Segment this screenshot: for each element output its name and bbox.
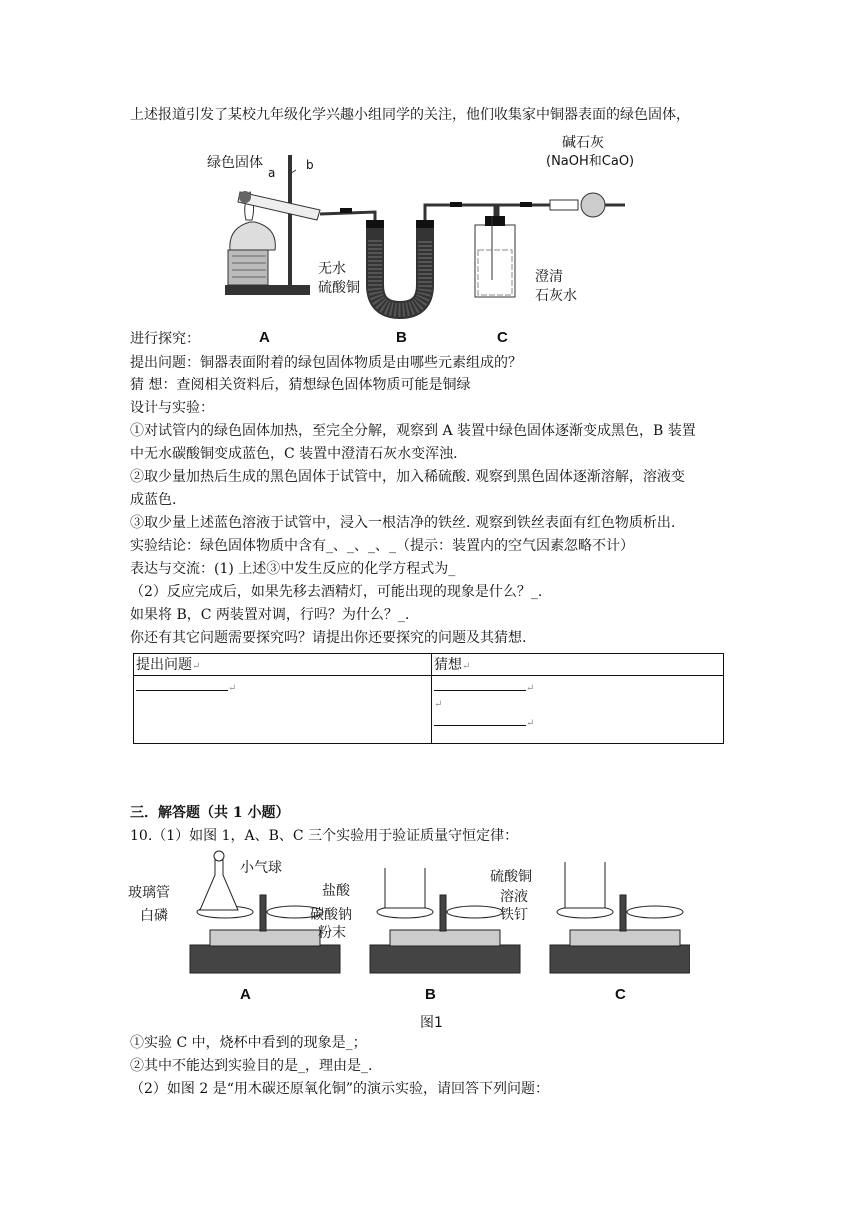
label-b: b: [306, 158, 314, 172]
label-cuso4-2: 溶液: [500, 889, 528, 905]
label-na2co3-2: 粉末: [318, 925, 346, 941]
table-cell-question-answer[interactable]: ↵: [134, 676, 432, 744]
text-line-13: 如果将 B，C 两装置对调，行吗？为什么？_.: [130, 607, 410, 623]
label-na2co3-1: 碳酸钠: [310, 907, 352, 923]
guess-blank-2[interactable]: [434, 711, 526, 726]
caption-c: C: [497, 329, 508, 346]
table-header-question: 提出问题↵: [134, 654, 432, 676]
label-anhydrous-1: 无水: [318, 261, 346, 277]
caption-b: B: [396, 329, 407, 346]
caption-10-c: C: [615, 986, 626, 1003]
text-line-11: 表达与交流：(1) 上述③中发生反应的化学方程式为_: [130, 561, 456, 577]
label-green-solid: 绿色固体: [207, 155, 263, 171]
label-glass-tube: 玻璃管: [128, 885, 170, 901]
table-header-guess: 猜想↵: [432, 654, 724, 676]
label-anhydrous-2: 硫酸铜: [318, 280, 360, 296]
label-soda-lime: 碱石灰: [562, 135, 604, 151]
text-line-12: （2）反应完成后，如果先移去酒精灯，可能出现的现象是什么？_.: [130, 584, 543, 600]
text-line-1: 进行探究：: [130, 331, 200, 347]
caption-10-b: B: [425, 986, 436, 1003]
text-line-8: 成蓝色.: [130, 492, 177, 508]
label-cuso4-1: 硫酸铜: [490, 869, 532, 885]
text-line-14: 你还有其它问题需要探究吗？请提出你还要探究的问题及其猜想.: [130, 630, 527, 646]
caption-10-a: A: [240, 986, 251, 1003]
caption-a: A: [259, 329, 270, 346]
question-10-2: （2）如图 2 是“用木碳还原氧化铜”的演示实验，请回答下列问题：: [130, 1081, 550, 1097]
label-hcl: 盐酸: [322, 883, 350, 899]
question-blank[interactable]: [136, 676, 228, 691]
guess-blank-1[interactable]: [434, 676, 526, 691]
text-line-3: 猜 想：查阅相关资料后，猜想绿色固体物质可能是铜绿: [130, 377, 471, 393]
text-line-4: 设计与实验：: [130, 400, 214, 416]
text-line-5: ①对试管内的绿色固体加热，至完全分解，观察到 A 装置中绿色固体逐渐变成黑色，B 装置: [130, 423, 696, 439]
label-nail: 铁钉: [500, 907, 528, 923]
balance-figure: [130, 850, 690, 980]
answer-table: [133, 653, 724, 744]
text-line-10: 实验结论：绿色固体物质中含有_、_、_、_（提示：装置内的空气因素忽略不计）: [130, 538, 634, 554]
text-line-2: 提出问题：铜器表面附着的绿包固体物质是由哪些元素组成的？: [130, 355, 522, 371]
question-fail: ②其中不能达到实验目的是_，理由是_.: [130, 1058, 373, 1074]
section-3-title: 三．解答题（共 1 小题）: [130, 805, 290, 821]
figure-1-caption: 图1: [420, 1015, 443, 1031]
question-c: ①实验 C 中，烧杯中看到的现象是_；: [130, 1035, 367, 1051]
text-line-7: ②取少量加热后生成的黑色固体于试管中，加入稀硫酸. 观察到黑色固体逐渐溶解，溶液变: [130, 469, 685, 485]
label-a: a: [268, 166, 276, 180]
label-balloon: 小气球: [240, 860, 282, 876]
text-line-6: 中无水碳酸铜变成蓝色，C 装置中澄清石灰水变浑浊.: [130, 446, 458, 462]
text-line-9: ③取少量上述蓝色溶液于试管中，浸入一根洁净的铁丝. 观察到铁丝表面有红色物质析出.: [130, 515, 676, 531]
label-white-phosphorus: 白磷: [140, 908, 168, 924]
label-soda-lime-formula: (NaOH和CaO): [546, 154, 635, 169]
intro-line: 上述报道引发了某校九年级化学兴趣小组同学的关注，他们收集家中铜器表面的绿色固体，: [130, 107, 690, 123]
question-10-1: 10.（1）如图 1，A、B、C 三个实验用于验证质量守恒定律：: [130, 828, 519, 844]
label-limewater-2: 石灰水: [535, 288, 577, 304]
table-cell-guess-answer[interactable]: ↵ ↵ ↵: [432, 676, 724, 744]
label-limewater-1: 澄清: [535, 269, 563, 285]
